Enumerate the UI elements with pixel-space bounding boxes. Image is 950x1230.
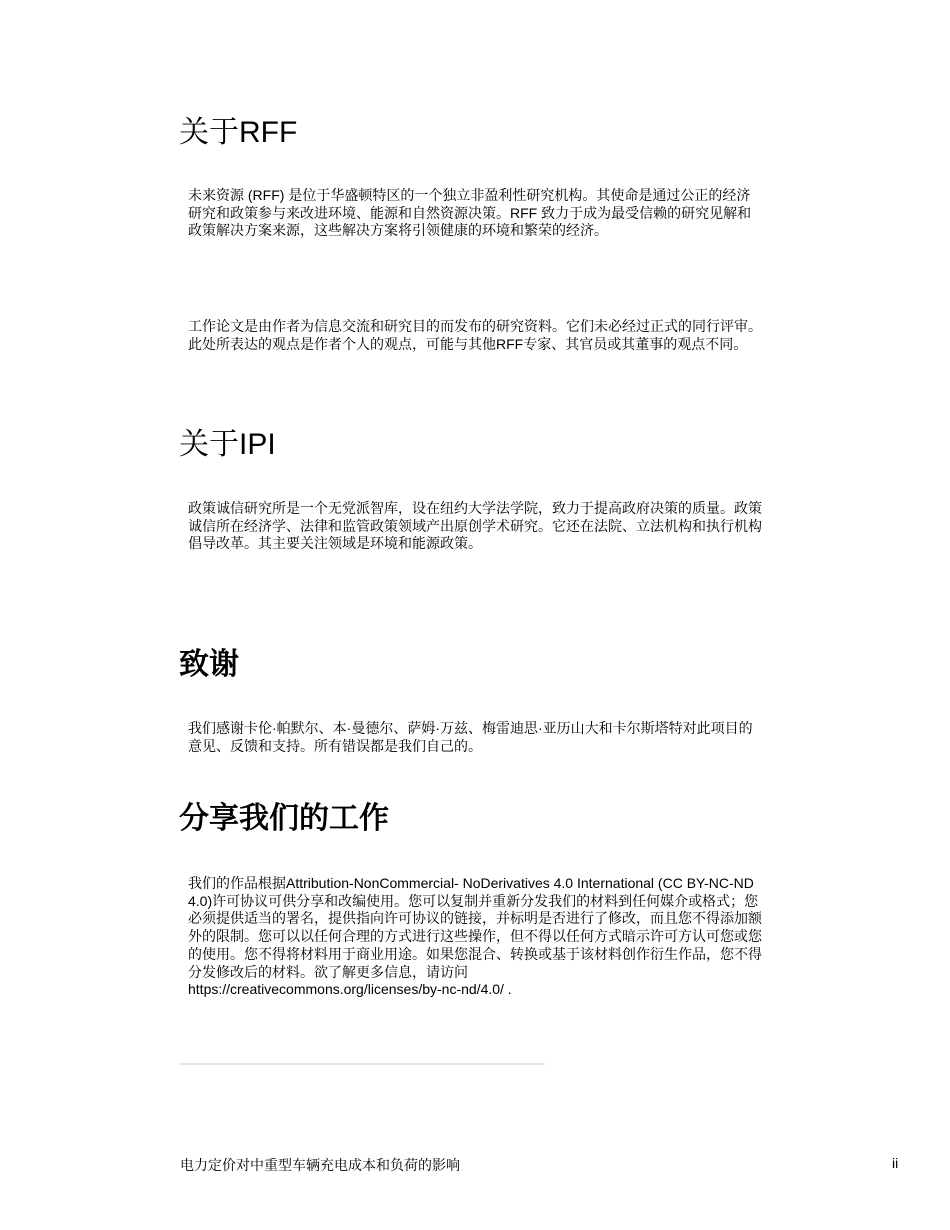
- footer-document-title: 电力定价对中重型车辆充电成本和负荷的影响: [180, 1157, 460, 1173]
- working-paper-disclaimer: 工作论文是由作者为信息交流和研究目的而发布的研究资料。它们未必经过正式的同行评审。此处所表达的观点是作者个人的观点，可能与其他RFF专家、其官员或其董事的观点不同。: [188, 318, 762, 352]
- heading-about-ipi: 关于IPI: [179, 428, 276, 461]
- acknowledgements-paragraph: 我们感谢卡伦·帕默尔、本·曼德尔、萨姆·万兹、梅雷迪思·亚历山大和卡尔斯塔特对此项目的意见、反馈和支持。所有错误都是我们自己的。: [188, 720, 753, 754]
- about-rff-paragraph: 未来资源 (RFF) 是位于华盛顿特区的一个独立非盈利性研究机构。其使命是通过公正的经济研究和政策参与来改进环境、能源和自然资源决策。RFF 致力于成为最受信赖的研究见解和政策解决方案来源，这些解决方案将引领健康的环境和繁荣的经济。: [188, 187, 752, 239]
- link-suffix: .: [503, 981, 512, 998]
- share-paragraph: [188, 875, 763, 999]
- divider-line: [179, 1063, 545, 1065]
- page-number: ii: [892, 1155, 899, 1171]
- about-ipi-paragraph: 政策诚信研究所是一个无党派智库，设在纽约大学法学院，致力于提高政府决策的质量。政策诚信所在经济学、法律和监管政策领域产出原创学术研究。它还在法院、立法机构和执行机构倡导改革。其主要关注领域是环境和能源政策。: [188, 500, 762, 552]
- heading-share-our-work: 分享我们的工作: [179, 802, 389, 835]
- license-link[interactable]: https://creativecommons.org/licenses/by-nc-nd/4.0/: [188, 981, 504, 998]
- heading-acknowledgements: 致谢: [179, 648, 239, 681]
- share-text: 我们的作品根据Attribution-NonCommercial- NoDerivatives 4.0 International (CC BY-NC-ND 4.0)许可协议可供分享和改编使用。您可以复制并重新分发我们的材料到任何媒介或格式；您必须提供适当的署名，提供指向许可协议的链接，并标明是否进行了修改，而且您不得添加额外的限制。您可以以任何合理的方式进行这些操作，但不得以任何方式暗示许可方认可您或您的使用。您不得将材料用于商业用途。如果您混合、转换或基于该材料创作衍生作品，您不得分发修改后的材料。欲了解更多信息，请访问: [188, 875, 762, 980]
- heading-about-rff: 关于RFF: [179, 116, 298, 149]
